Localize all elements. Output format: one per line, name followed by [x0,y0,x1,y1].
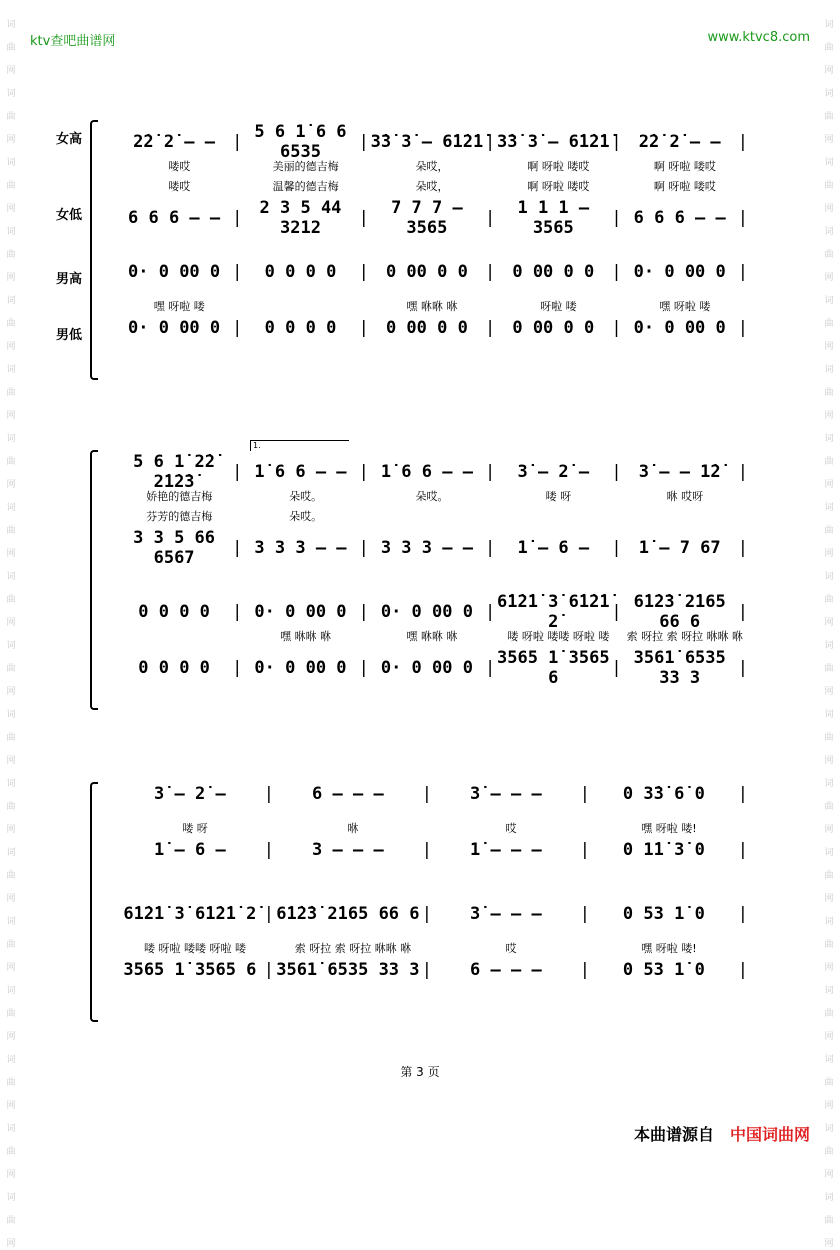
barline: | [737,132,749,152]
barline: | [579,960,590,980]
score-system-2 [98,441,749,710]
barline: | [611,602,622,622]
watermark-char: 网 [6,756,16,766]
barline: | [484,462,496,482]
measure: 2 3 5 44 3212 [259,198,342,238]
measure: 1̇ – – – [470,840,542,860]
watermark-char: 网 [824,480,834,490]
watermark-char: 词 [824,986,834,996]
measure: 3561̇ 6535 33 3 [276,960,420,980]
watermark-char: 网 [6,1032,16,1042]
watermark-char: 网 [824,825,834,835]
watermark-char: 词 [6,641,16,651]
notes-alto [116,840,748,860]
lyric-segment: 嘿 呀啦 喽! [641,942,697,955]
barline: | [232,538,243,558]
barline: | [232,132,243,152]
measure: 0 53 1̇ 0 [622,960,705,980]
watermark-char: 网 [824,1101,834,1111]
lyric-segment: 喽 呀啦 喽喽 呀啦 喽 [507,630,610,643]
watermark-char: 网 [824,273,834,283]
lyric-segment: 娇艳的德吉梅 [146,490,213,503]
staff-tenor [56,260,749,296]
watermark-char: 词 [6,848,16,858]
measure: 3 3 3 – – [254,538,347,558]
watermark-char: 网 [824,549,834,559]
watermark-char: 词 [824,710,834,720]
watermark-char: 曲 [6,595,16,605]
barline: | [737,960,748,980]
watermark-char: 曲 [824,802,834,812]
measure: 6 6 6 – – [633,208,726,228]
watermark-char: 曲 [824,112,834,122]
watermark-char: 曲 [6,871,16,881]
measure: 3561̇ 6535 33 3 [633,648,726,688]
barline: | [737,538,749,558]
barline: | [579,904,590,924]
lyric-segment: 呀啦 喽 [540,300,577,313]
watermark-char: 网 [6,963,16,973]
watermark-char: 曲 [824,595,834,605]
watermark-char: 词 [6,227,16,237]
barline: | [421,840,432,860]
source-brand-link[interactable]: 中国词曲网 [729,1125,810,1144]
watermark-char: 网 [6,549,16,559]
measure: 3565 1̇ 3565 6 [123,960,257,980]
watermark-char: 词 [824,296,834,306]
lyric-segment: 嘿 呀啦 喽 [153,300,205,313]
notes-tenor [116,904,748,924]
lyric-segment: 嘿 咻咻 咻 [406,300,458,313]
lyric-segment: 喽 呀 [182,822,208,835]
barline: | [358,262,369,282]
score-system-1 [56,120,749,380]
measure: 0 00 0 0 [385,318,468,338]
watermark-char: 词 [824,227,834,237]
watermark-char: 词 [824,779,834,789]
part-label-alto: 女低 [56,208,83,223]
measure: 0· 0 00 0 [128,262,221,282]
watermark-char: 网 [824,1170,834,1180]
measure: 3̇ – – – [470,904,542,924]
barline: | [232,262,243,282]
measure: 3 – – – [312,840,384,860]
watermark-char: 曲 [824,457,834,467]
watermark-char: 词 [6,365,16,375]
barline: | [611,132,622,152]
watermark-char: 曲 [6,319,16,329]
watermark-char: 曲 [6,250,16,260]
lyrics-verse-1 [98,818,748,838]
barline: | [484,318,496,338]
barline: | [579,840,590,860]
system-brace [90,120,98,380]
watermark-char: 曲 [6,1216,16,1226]
barline: | [611,262,622,282]
measure: 6 – – – [312,784,384,804]
watermark-char: 词 [824,1193,834,1203]
barline: | [232,462,243,482]
barline: | [421,784,432,804]
barline: | [737,462,749,482]
notes-bass [116,648,748,688]
measure: 1̇ – 6 – [154,840,226,860]
measure: 0 1̇1̇ 3̇ 0 [622,840,705,860]
lyric-segment: 嘿 呀啦 喽! [641,822,697,835]
barline: | [232,602,243,622]
notes-soprano [116,784,748,804]
measure: 5 6 1̇ 2̇2̇ 2̇1̇2̇3̇ [133,452,216,492]
barline: | [358,462,369,482]
lyrics-tenor [98,938,748,958]
lyrics-tenor [98,626,748,646]
measure: 3̇ – 2̇ – [154,784,226,804]
staff-alto [98,838,748,874]
measure: 0 3̇3̇ 6̇ 0 [622,784,705,804]
notes-bass [116,318,748,338]
lyric-segment: 咻 [347,822,359,835]
watermark-char: 曲 [6,733,16,743]
watermark-char: 曲 [824,1147,834,1157]
measure: 5 6 1̇ 6 6 6535 [254,122,347,162]
watermark-char: 曲 [6,43,16,53]
watermark-char: 曲 [824,1078,834,1088]
watermark-char: 词 [6,158,16,168]
lyric-segment: 芬芳的德吉梅 [146,510,213,523]
watermark-char: 曲 [6,664,16,674]
barline: | [421,904,432,924]
measure: 3 3 3 – – [380,538,473,558]
barline: | [358,318,369,338]
watermark-char: 网 [6,1170,16,1180]
watermark-char: 曲 [824,43,834,53]
watermark-char: 网 [6,1239,16,1249]
lyric-segment: 朵哎。 [415,490,449,503]
lyric-segment: 朵哎。 [289,490,323,503]
watermark-char: 词 [824,641,834,651]
watermark-char: 词 [6,20,16,30]
measure: 6̇1̇2̇3̇ 2̇165 66 6 [276,904,420,924]
staff-bass [56,316,749,352]
staff-alto [98,526,749,568]
watermark-char: 曲 [6,112,16,122]
part-label-tenor: 男高 [56,272,83,287]
lyric-segment: 索 呀拉 索 呀拉 咻咻 咻 [294,942,412,955]
watermark-char: 曲 [824,1009,834,1019]
watermark-char: 网 [824,1239,834,1249]
measure: 3 3 5 66 6567 [133,528,216,568]
page-number: 第 3 页 [400,1065,440,1079]
barline: | [737,904,748,924]
watermark-char: 词 [6,1124,16,1134]
staff-soprano [98,782,748,818]
barline: | [484,538,496,558]
watermark-char: 网 [824,687,834,697]
watermark-char: 词 [6,89,16,99]
barline: | [232,658,243,678]
measure: 2̇2̇ 2̇ – – [638,132,721,152]
lyric-segment: 美丽的德吉梅 [272,160,339,173]
watermark-char: 词 [6,434,16,444]
watermark-char: 网 [6,342,16,352]
measure: 0 00 0 0 [512,262,595,282]
measure: 0· 0 00 0 [254,658,347,678]
barline: | [737,602,749,622]
watermark-char: 曲 [6,1078,16,1088]
measure: 0 0 0 0 [264,318,337,338]
measure: 6̇1̇2̇1̇ 3̇ 6̇1̇2̇1̇ 2̇ [497,592,610,632]
barline: | [484,262,496,282]
barline: | [232,318,243,338]
measure: 0· 0 00 0 [633,318,726,338]
lyric-segment: 朵哎。 [289,510,323,523]
barline: | [263,904,274,924]
barline: | [358,538,369,558]
watermark-char: 词 [824,917,834,927]
watermark-char: 网 [6,480,16,490]
watermark-char: 网 [824,411,834,421]
watermark-char: 网 [824,135,834,145]
lyric-segment: 朵哎， [415,180,449,193]
lyric-segment: 嘿 呀啦 喽 [659,300,711,313]
measure: 0· 0 00 0 [254,602,347,622]
lyric-segment: 啊 呀啦 喽哎 [653,180,716,193]
measure: 3̇3̇ 3̇ – 6̇1̇2̇1̇ [370,132,484,152]
watermark-char: 曲 [6,457,16,467]
barline: | [263,960,274,980]
measure: 0· 0 00 0 [380,602,473,622]
watermark-char: 曲 [6,1147,16,1157]
lyrics-verse-2 [98,506,748,526]
measure: 0· 0 00 0 [380,658,473,678]
watermark-char: 曲 [824,388,834,398]
lyric-segment: 咻 哎呀 [666,490,704,503]
watermark-char: 曲 [6,526,16,536]
barline: | [484,132,496,152]
measure: 1 1 1 – 3565 [517,198,590,238]
watermark-char: 网 [6,273,16,283]
measure: 3565 1̇ 3565 6 [497,648,610,688]
measure: 1̇ 6 6 – – [254,462,347,482]
lyric-segment: 温馨的德吉梅 [272,180,339,193]
lyrics-tenor [98,296,748,316]
watermark-char: 词 [6,917,16,927]
watermark-char: 词 [824,1055,834,1065]
measure: 6 – – – [470,960,542,980]
watermark-char: 词 [824,848,834,858]
source-label: 本曲谱源自 [633,1125,714,1144]
watermark-char: 网 [6,894,16,904]
lyric-segment: 啊 呀啦 喽哎 [527,180,590,193]
barline: | [358,132,369,152]
watermark-char: 词 [6,503,16,513]
watermark-char: 网 [824,342,834,352]
watermark-char: 曲 [824,733,834,743]
watermark-char: 词 [824,20,834,30]
system-brace [90,450,98,710]
barline: | [737,658,749,678]
watermark-char: 曲 [824,181,834,191]
lyric-segment: 喽 呀啦 喽喽 呀啦 喽 [144,942,246,955]
lyric-segment: 朵哎， [415,160,449,173]
lyrics-verse-1 [98,156,748,176]
measure: 7 7 7 – 3565 [391,198,463,238]
watermark-char: 词 [824,434,834,444]
measure: 1̇ – 6 – [517,538,590,558]
watermark-char: 网 [824,756,834,766]
watermark-char: 网 [824,66,834,76]
barline: | [611,538,622,558]
watermark-char: 曲 [824,871,834,881]
barline: | [484,208,496,228]
staff-tenor [98,902,748,938]
watermark-char: 网 [6,135,16,145]
watermark-char: 词 [824,572,834,582]
watermark-char: 曲 [6,802,16,812]
lyric-segment: 索 呀拉 索 呀拉 咻咻 咻 [626,630,744,643]
staff-bass [98,958,748,994]
staff-soprano [98,450,749,492]
lyric-segment: 嘿 咻咻 咻 [406,630,458,643]
lyrics-verse-1 [98,486,748,506]
barline: | [737,208,749,228]
watermark-char: 网 [824,894,834,904]
watermark-char: 词 [6,1193,16,1203]
measure: 0· 0 00 0 [128,318,221,338]
measure: 6 6 6 – – [128,208,221,228]
notes-tenor [116,262,748,282]
barline: | [232,208,243,228]
watermark-char: 曲 [824,526,834,536]
barline: | [611,318,622,338]
lyric-segment: 哎 [505,822,517,835]
watermark-char: 网 [824,618,834,628]
barline: | [358,658,369,678]
lyric-segment: 哎 [505,942,517,955]
barline: | [611,208,622,228]
staff-alto [56,196,749,238]
measure: 0 0 0 0 [138,658,210,678]
watermark-char: 网 [6,618,16,628]
watermark-char: 词 [824,1124,834,1134]
lyric-segment: 啊 呀啦 喽哎 [527,160,590,173]
barline: | [737,840,748,860]
measure: 2̇2̇ 2̇ – – [133,132,216,152]
watermark-char: 曲 [824,1216,834,1226]
staff-soprano [56,120,749,162]
watermark-char: 词 [6,779,16,789]
watermark-char: 曲 [824,940,834,950]
watermark-char: 词 [6,572,16,582]
measure: 0 00 0 0 [512,318,595,338]
barline: | [358,208,369,228]
staff-bass [98,646,749,688]
watermark-char: 网 [6,66,16,76]
barline: | [263,840,274,860]
watermark-char: 网 [6,1101,16,1111]
watermark-char: 网 [824,204,834,214]
measure: 3̇ – 2̇ – [517,462,590,482]
measure: 0 00 0 0 [385,262,468,282]
watermark-char: 网 [6,825,16,835]
staff-tenor [98,590,749,632]
watermark-char: 词 [6,1055,16,1065]
watermark-char: 词 [6,296,16,306]
watermark-char: 词 [824,503,834,513]
measure: 0 53 1̇ 0 [622,904,705,924]
barline: | [611,658,622,678]
watermark-char: 曲 [6,388,16,398]
lyric-segment: 啊 呀啦 喽哎 [653,160,716,173]
measure: 0 0 0 0 [138,602,210,622]
lyric-segment: 喽哎 [168,160,191,173]
watermark-char: 曲 [824,250,834,260]
watermark-char: 网 [824,963,834,973]
barline: | [358,602,369,622]
barline: | [737,262,749,282]
watermark-char: 词 [6,710,16,720]
measure: 3̇ – – 1̇2̇ [638,462,721,482]
lyric-segment: 喽 呀 [545,490,572,503]
notes-alto [116,198,748,238]
notes-bass [116,960,748,980]
measure: 3̇ – – – [470,784,542,804]
barline: | [579,784,590,804]
barline: | [484,602,496,622]
watermark-char: 曲 [6,181,16,191]
barline: | [484,658,496,678]
notes-alto [116,528,748,568]
watermark-char: 词 [824,89,834,99]
part-label-soprano: 女高 [56,132,83,147]
watermark-char: 词 [824,158,834,168]
score-system-3 [98,782,748,1022]
watermark-char: 网 [824,1032,834,1042]
watermark-char: 曲 [824,664,834,674]
measure: 3̇3̇ 3̇ – 6̇1̇2̇1̇ [497,132,610,152]
lyric-segment: 喽哎 [168,180,191,193]
watermark-char: 网 [6,411,16,421]
watermark-char: 网 [6,687,16,697]
watermark-char: 曲 [824,319,834,329]
volta-bracket: 1. [250,440,349,451]
system-brace [90,782,98,1022]
barline: | [737,318,749,338]
watermark-char: 网 [6,204,16,214]
measure: 6̇1̇2̇3̇ 2̇165 66 6 [633,592,726,632]
barline: | [611,462,622,482]
source-credit [634,1122,810,1145]
measure: 1̇ – 7 67 [638,538,721,558]
watermark-char: 曲 [6,940,16,950]
barline: | [263,784,274,804]
barline: | [737,784,748,804]
watermark-char: 词 [6,986,16,996]
lyric-segment: 嘿 咻咻 咻 [280,630,332,643]
header-site-left[interactable]: ktv查吧曲谱网 [30,34,116,49]
header-site-right[interactable]: www.ktvc8.com [707,30,810,45]
barline: | [421,960,432,980]
measure: 6̇1̇2̇1̇ 3̇ 6̇1̇2̇1̇ 2̇ [123,904,257,924]
watermark-char: 曲 [6,1009,16,1019]
measure: 0· 0 00 0 [633,262,726,282]
lyrics-verse-2 [98,176,748,196]
measure: 1̇ 6 6 – – [380,462,473,482]
part-label-bass: 男低 [56,328,83,343]
watermark-char: 词 [824,365,834,375]
measure: 0 0 0 0 [264,262,337,282]
